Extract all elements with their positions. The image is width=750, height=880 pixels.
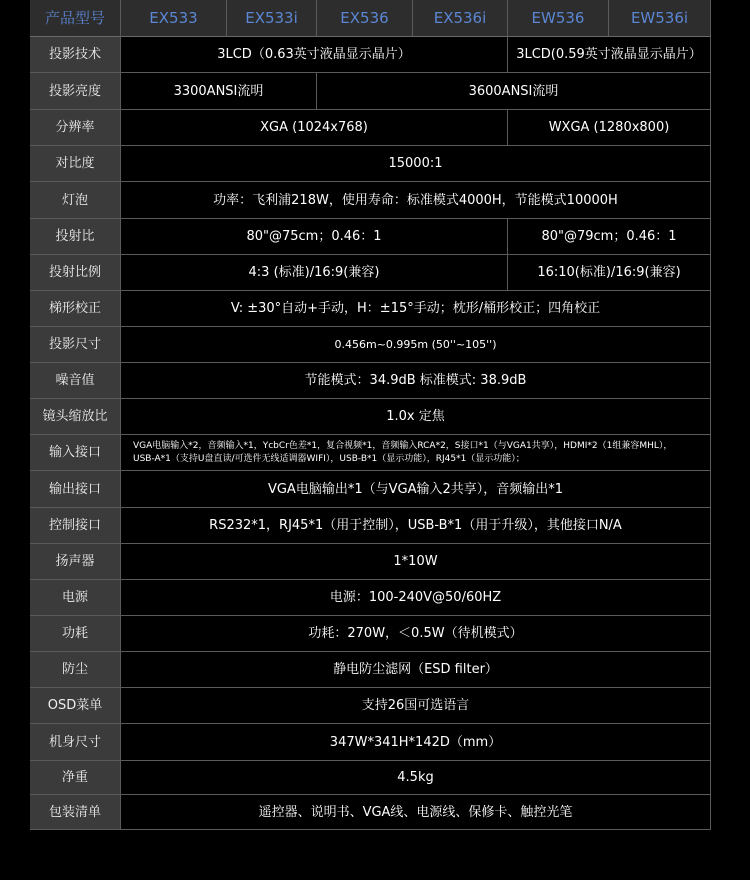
control-value: RS232*1，RJ45*1（用于控制），USB-B*1（用于升级），其他接口N/A [121,508,711,544]
keystone-value: V: ±30°自动+手动，H：±15°手动；枕形/桶形校正；四角校正 [121,291,711,327]
power-value: 电源：100-240V@50/60HZ [121,580,711,616]
resolution-value-xga: XGA (1024x768) [121,110,508,146]
aspect-value-wxga: 16:10(标准)/16:9(兼容) [508,255,711,291]
row-label-aspect: 投射比例 [30,255,121,291]
size-value: 0.456m~0.995m (50''~105'') [121,327,711,363]
row-label-keystone: 梯形校正 [30,291,121,327]
row-label-power: 电源 [30,580,121,616]
row-label-tech: 投影技术 [30,37,121,73]
brightness-value-3300: 3300ANSI流明 [121,73,317,110]
output-value: VGA电脑输出*1（与VGA输入2共享），音频输出*1 [121,471,711,508]
row-label-brightness: 投影亮度 [30,73,121,110]
tech-value-xga: 3LCD（0.63英寸液晶显示晶片） [121,37,508,73]
dimensions-value: 347W*341H*142D（mm） [121,724,711,761]
tech-value-wxga: 3LCD(0.59英寸液晶显示晶片） [508,37,711,73]
header-label: 产品型号 [30,0,121,37]
input-line-1: VGA电脑输入*2，音频输入*1，YcbCr色差*1，复合视频*1，音频输入RCA*2，S接口*1（与VGA1共享），HDMI*2（1组兼容MHL）， [133,440,673,451]
contrast-value: 15000:1 [121,146,711,182]
package-value: 遥控器、说明书、VGA线、电源线、保修卡、触控光笔 [121,795,711,830]
model-ex536: EX536 [317,0,413,37]
row-label-control: 控制接口 [30,508,121,544]
model-ew536i: EW536i [609,0,711,37]
row-label-dust: 防尘 [30,652,121,688]
row-label-noise: 噪音值 [30,363,121,399]
spec-table [30,0,711,830]
osd-value: 支持26国可选语言 [121,688,711,724]
row-label-input: 输入接口 [30,435,121,471]
row-label-dimensions: 机身尺寸 [30,724,121,761]
throw-value-xga: 80"@75cm；0.46：1 [121,219,508,255]
model-ex533i: EX533i [227,0,317,37]
resolution-value-wxga: WXGA (1280x800) [508,110,711,146]
row-label-zoom: 镜头缩放比 [30,399,121,435]
model-ew536: EW536 [508,0,609,37]
dust-value: 静电防尘滤网（ESD filter） [121,652,711,688]
brightness-value-3600: 3600ANSI流明 [317,73,711,110]
speaker-value: 1*10W [121,544,711,580]
row-label-lamp: 灯泡 [30,182,121,219]
row-label-consumption: 功耗 [30,616,121,652]
consumption-value: 功耗：270W，＜0.5W（待机模式） [121,616,711,652]
row-label-osd: OSD菜单 [30,688,121,724]
input-line-2: USB-A*1（支持U盘直读/可选件无线适调器WIFI），USB-B*1（显示功能），RJ45*1（显示功能）； [133,453,525,464]
row-label-weight: 净重 [30,761,121,795]
throw-value-wxga: 80"@79cm；0.46：1 [508,219,711,255]
aspect-value-xga: 4:3 (标准)/16:9(兼容) [121,255,508,291]
row-label-size: 投影尺寸 [30,327,121,363]
row-label-package: 包装清单 [30,795,121,830]
weight-value: 4.5kg [121,761,711,795]
input-value [121,435,711,471]
zoom-value: 1.0x 定焦 [121,399,711,435]
row-label-throw: 投射比 [30,219,121,255]
lamp-value: 功率：飞利浦218W，使用寿命：标准模式4000H，节能模式10000H [121,182,711,219]
row-label-speaker: 扬声器 [30,544,121,580]
model-ex536i: EX536i [413,0,508,37]
row-label-output: 输出接口 [30,471,121,508]
model-ex533: EX533 [121,0,227,37]
row-label-contrast: 对比度 [30,146,121,182]
row-label-resolution: 分辨率 [30,110,121,146]
noise-value: 节能模式：34.9dB 标准模式: 38.9dB [121,363,711,399]
